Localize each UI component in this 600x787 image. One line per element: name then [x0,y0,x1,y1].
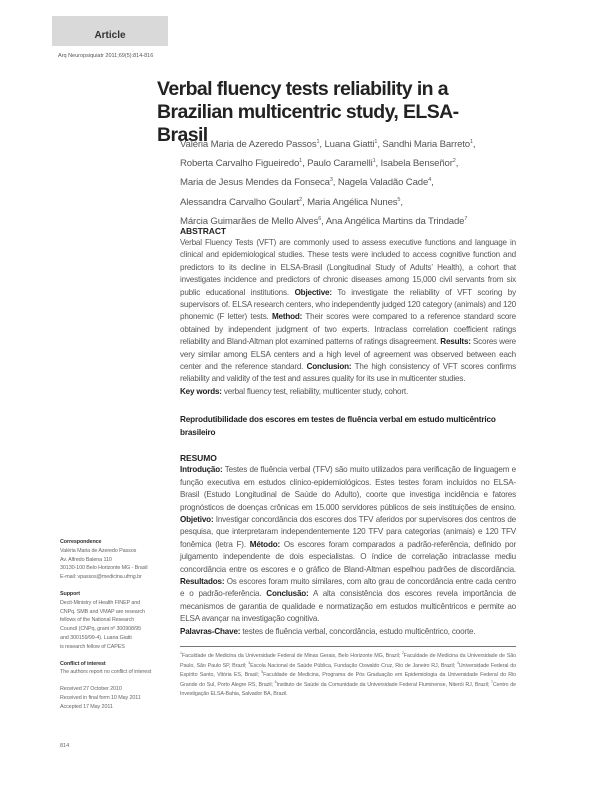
section-label: Article [94,30,126,41]
affiliation-text: Escola Nacional de Saúde Pública, Fundação Oswaldo Cruz, Rio de Janeiro RJ, Brazil; [250,662,457,669]
author-name: Maria de Jesus Mendes da Fonseca [180,177,330,189]
abstract-body [180,237,516,386]
author-name: Sandhi Maria Barreto [382,139,470,150]
affiliation-marker: 3 [329,177,333,184]
author-name: Alessandra Carvalho Goulart [180,196,300,208]
footnote-marker: 3 [248,660,251,665]
objective-label: Objective: [294,287,332,297]
conclusion-text: The high consistency of VFT scores confirms reliability and validity of the test and assures quality for its use in multicenter studies. [180,362,516,384]
author-name: Nagela Valadão Cade [337,177,429,189]
support-line: CNPq. SMB and VMAP are research [60,608,145,615]
correspondence-email[interactable]: E-mail: vpassos@medicina.ufmg.br [60,574,142,581]
resultados-text: Os escores foram muito similares, com alto grau de concordância entre cada centro e o padrão-referência. [180,576,516,599]
support-line: is research fellow of CAPES [60,643,125,650]
intro-label: Introdução: [180,465,223,475]
objetivo-text: Investigar concordância dos escores dos TFV aferidos por supervisores dos centros de pesquisa, que interpretaram independentemente 120 TFV para categorias (animais) e 120 TFV fonêmica (letra F). [180,514,516,549]
results-text: Scores were very similar among ELSA centers and a high level of agreement was observed between each center and the reference standard. [180,337,517,372]
author-line: Valéria Maria de Azeredo Passos$^1$, Luana Giatti$^1$, Sandhi Maria Barreto$^1$, [180,138,476,150]
footnote-marker: 2 [401,651,404,656]
intro-text: Testes de fluência verbal (TFV) são muito utilizados para verificação de linguagem e função executiva em estudos clínico-epidemiológicos. Estes testes foram incluídos no ELSA-Brasil (Estudo Longitudinal de Saúde do Adulto), coorte que investiga incidência e fatores prognósticos de doenças crônicas em 15.000 servidores públicos de seis instituições de ensino. [180,465,516,512]
abstract-intro: Verbal Fluency Tests (VFT) are commonly used to assess executive functions and language in clinical and epidemiological studies. These tests were included to access cognitive function and predictors to its decline in ELSA-Brasil (Longitudinal Study of Adults’ Health), a cohort that investigates incidence and predictors of chronic diseases among 15,000 civil servants from six public educational institutions. [180,238,516,297]
article-info-sidebar [60,538,170,712]
affiliation-marker: 1 [372,158,376,165]
resultados-label: Resultados: [180,576,225,586]
palavras-chave [180,626,516,638]
conclusao-label: Conclusão: [266,589,309,599]
author-name: Isabela Benseñor [380,158,453,170]
palavras-chave-label: Palavras-Chave: [180,626,241,636]
keywords-label: Key words: [180,386,222,396]
support-heading: Support [60,590,80,597]
author-line: Márcia Guimarães de Mello Alves$^6$, Ana Angélica Martins da Trindade$^7$ [180,215,468,227]
support-line: and 300159/99-4). Luana Giatti [60,634,132,641]
conflict-heading: Conflict of interest [60,660,106,667]
support-line: fellows of the National Research [60,617,135,624]
footnote-marker: 6 [274,679,277,684]
metodo-label: Método: [249,539,280,549]
correspondence-heading: Correspondence [60,539,102,545]
title-line-1: Verbal fluency tests reliability in a [157,78,449,100]
main-column [180,226,516,700]
conclusion-label: Conclusion: [306,362,352,372]
page-number: 814 [60,743,70,749]
affiliation-marker: 1 [374,138,378,145]
title-line-2: Brazilian multicentric study, ELSA-Brasil [157,101,459,146]
accepted-date: Accepted 17 May 2011 [60,703,113,710]
keywords-text: verbal fluency test, reliability, multicenter study, cohort. [221,386,409,396]
affiliation-text: Universidade Federal do Espírito Santo, Vitória ES, Brasil; [180,662,516,679]
conflict-text: The authors report no conflict of interest [60,669,152,676]
affiliation-text: Faculdade de Medicina da Universidade de São Paulo, São Paulo SP, Brazil; [180,652,516,669]
objetivo-label: Objetivo: [180,514,214,524]
objective-text: To investigate the reliability of VFT scoring by supervisors of. ELSA research centers, who independently judged 120 category (animals) and 120 phonemic (F letter) tests. [180,287,516,322]
author-name: Roberta Carvalho Figueiredo [180,158,300,170]
affiliation-marker: 6 [318,215,322,222]
affiliation-marker: 1 [470,138,473,145]
results-label: Results: [440,337,471,347]
affiliation-text: Instituto de Saúde da Comunidade da Universidade Federal Fluminense, Niterói RJ, Brazil; [276,681,491,688]
support-line: Decit-Ministry of Health FINEP and [60,599,141,606]
affiliation-marker: 1 [299,158,303,165]
resumo [180,453,516,638]
resumo-heading: RESUMO [180,453,217,464]
conclusao-text: A alta consistência dos escores revela importância de mecanismos de garantia de qualidade e normatização em estudos multicêntricos e permite ao ELSA avançar na investigação cognitiva. [180,589,516,624]
method-text: Their scores were compared to a reference standard score obtained by independent judgment of two experts. Intraclass correlation coefficient ratings reliability and Bland-Altman plot examined patterns of ratings disagreement. [180,312,516,347]
author-line: Alessandra Carvalho Goulart$^2$, Maria Angélica Nunes$^5$, [180,196,403,208]
affiliation-footnotes [180,652,516,700]
palavras-chave-text: testes de fluência verbal, concordância, estudo multicêntrico, coorte. [240,626,476,636]
affiliation-marker: 2 [452,158,456,165]
author-list [180,135,540,231]
metodo-text: Os escores foram comparados a padrão-referência, definido por julgamento independente de dois especialistas. O índice de correlação intraclasse mediu concordância entre os escores e o gráfico de Bland-Altman espelhou padrões de discordância. [180,539,516,574]
author-name: Paulo Caramelli [307,158,373,170]
footnote-divider [180,646,516,647]
author-name: Márcia Guimarães de Mello Alves [180,215,319,227]
author-line: Roberta Carvalho Figueiredo$^1$, Paulo Caramelli$^1$, Isabela Benseñor$^2$, [180,158,459,170]
correspondence-line: Valéria Maria de Azeredo Passos [60,547,137,554]
keywords [180,386,516,398]
resumo-body [180,464,516,625]
correspondence-line: 30130-100 Belo Horizonte MG - Brasil [60,565,148,572]
affiliation-marker: 2 [299,196,303,203]
footnote-marker: 5 [261,670,264,675]
affiliation-text: Faculdade de Medicina, Programa de Pós Graduação em Epidemiologia da Universidade Federal do Rio Grande do Sul, Porto Alegre RS, Brazil; [180,672,516,688]
footnote-marker: 1 [180,651,182,656]
author-name: Luana Giatti [324,139,375,150]
author-name: Valéria Maria de Azeredo Passos [180,139,317,150]
abstract [180,226,516,398]
affiliation-text: Centro de Investigação ELSA-Bahia, Salvador BA, Brazil. [180,681,516,698]
author-name: Ana Angélica Martins da Trindade [325,215,465,227]
received-date: Received 27 October 2010 [60,686,122,693]
affiliation-text: Faculdade de Medicina da Universidade Federal de Minas Gerais, Belo Horizonte MG, Brazil; [181,652,402,659]
author-name: Maria Angélica Nunes [307,196,398,208]
abstract-heading: ABSTRACT [180,226,226,236]
footnote-marker: 4 [456,660,459,665]
affiliation-marker: 7 [464,215,468,222]
affiliation-marker: 1 [316,138,320,145]
correspondence-line: Av. Alfredo Balena 110 [60,556,112,563]
portuguese-title: Reprodutibilidade dos escores em testes de fluência verbal em estudo multicêntrico brasileiro [180,415,496,437]
affiliation-marker: 4 [428,177,432,184]
author-line: Maria de Jesus Mendes da Fonseca$^3$, Nagela Valadão Cade$^4$, [180,177,434,189]
support-line: Council (CNPq, grant nº 300908/95 [60,626,142,633]
journal-reference: Arq Neuropsiquiatr 2011;69(5):814-816 [58,53,154,59]
footnote-marker: 7 [490,679,493,684]
received-final-date: Received in final form 10 May 2011 [60,694,141,701]
method-label: Method: [271,312,303,322]
affiliation-marker: 5 [397,196,401,203]
